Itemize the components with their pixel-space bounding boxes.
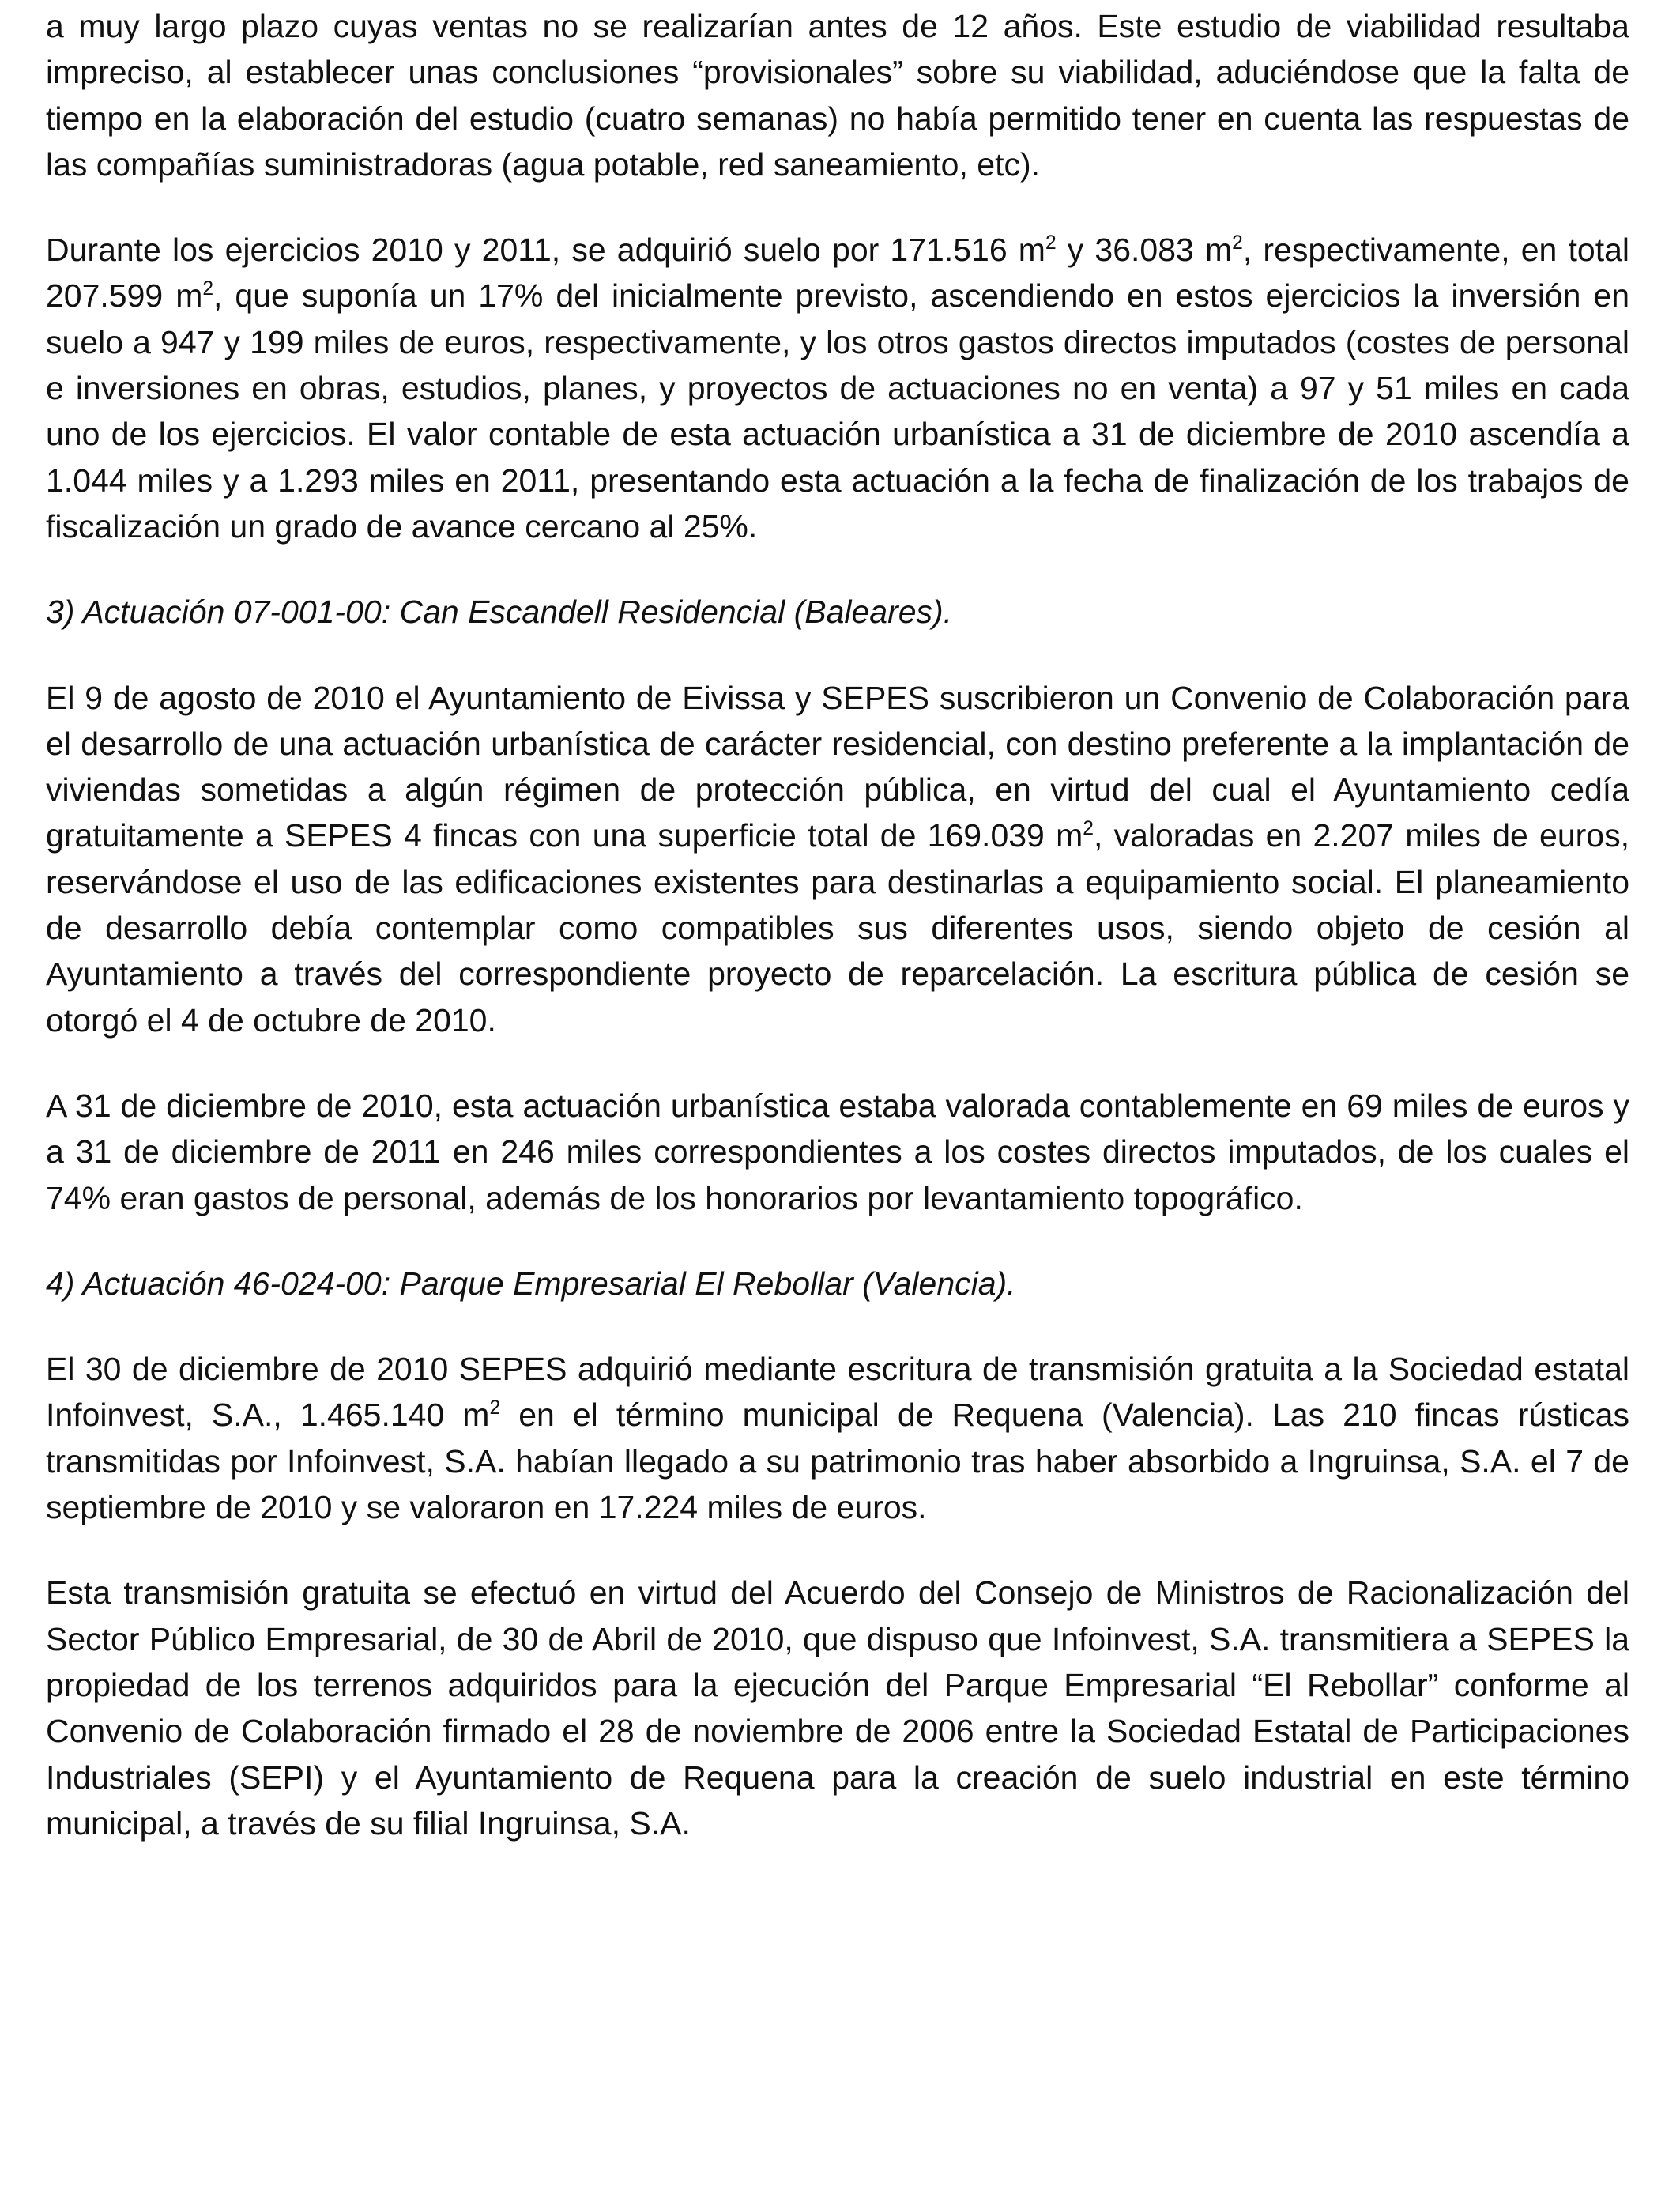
text-span: Durante los ejercicios 2010 y 2011, se adquirió suelo por 171.516 m xyxy=(46,232,1045,269)
superscript-2: 2 xyxy=(202,278,214,300)
text-span: , que suponía un 17% del inicialmente previsto, ascendiendo en estos ejercicios la inversión en suelo a 947 y 199 miles de euros, respectivamente, y los otros gastos directos imputados (costes de personal e inversiones en obras, estudios, planes, y proyectos de actuaciones no en venta) a 97 y 51 miles en cada uno de los ejercicios. El valor contable de esta actuación urbanística a 31 de diciembre de 2010 ascendía a 1.044 miles y a 1.293 miles en 2011, presentando esta actuación a la fecha de finalización de los trabajos de fiscalización un grado de avance cercano al 25%. xyxy=(46,277,1630,545)
text-span: y 36.083 m xyxy=(1056,232,1233,269)
paragraph-council-agreement: Esta transmisión gratuita se efectuó en virtud del Acuerdo del Consejo de Ministros de Racionalización del Sector Público Empresarial, de 30 de Abril de 2010, que dispuso que Infoinvest, S.A. transmitiera a SEPES la propiedad de los terrenos adquiridos para la ejecución del Parque Empresarial “El Rebollar” conforme al Convenio de Colaboración firmado el 28 de noviembre de 2006 entre la Sociedad Estatal de Participaciones Industriales (SEPI) y el Ayuntamiento de Requena para la creación de suelo industrial en este término municipal, a través de su filial Ingruinsa, S.A. xyxy=(46,1574,1629,1842)
section-heading-can-escandell: 3) Actuación 07-001-00: Can Escandell Residencial (Baleares). xyxy=(46,594,953,631)
paragraph-free-transmission xyxy=(46,1346,1629,1530)
superscript-2: 2 xyxy=(489,1397,501,1419)
text-span: , valoradas en 2.207 miles de euros, reservándose el uso de las edificaciones existentes para destinarlas a equipamiento social. El planeamiento de desarrollo debía contemplar como compatibles sus diferentes usos, siendo objeto de cesión al Ayuntamiento a través del correspondiente proyecto de reparcelación. La escritura pública de cesión se otorgó el 4 de octubre de 2010. xyxy=(46,817,1630,1039)
superscript-2: 2 xyxy=(1045,232,1057,254)
section-heading-el-rebollar: 4) Actuación 46-024-00: Parque Empresarial El Rebollar (Valencia). xyxy=(46,1265,1016,1302)
text-span: en el término municipal de Requena (Valencia). Las 210 fincas rústicas transmitidas por Infoinvest, S.A. habían llegado a su patrimonio tras haber absorbido a Ingruinsa, S.A. el 7 de septiembre de 2010 y se valoraron en 17.224 miles de euros. xyxy=(46,1397,1629,1526)
paragraph-viability-study: a muy largo plazo cuyas ventas no se realizarían antes de 12 años. Este estudio de viabilidad resultaba impreciso, al establecer unas conclusiones “provisionales” sobre su viabilidad, aduciéndose que la falta de tiempo en la elaboración del estudio (cuatro semanas) no había permitido tener en cuenta las respuestas de las compañías suministradoras (agua potable, red saneamiento, etc). xyxy=(46,8,1629,183)
paragraph-accounting-value: A 31 de diciembre de 2010, esta actuación urbanística estaba valorada contablemente en 69 miles de euros y a 31 de diciembre de 2011 en 246 miles correspondientes a los costes directos imputados, de los cuales el 74% eran gastos de personal, además de los honorarios por levantamiento topográfico. xyxy=(46,1087,1629,1216)
superscript-2: 2 xyxy=(1083,818,1094,840)
superscript-2: 2 xyxy=(1232,232,1243,254)
text-span: El 30 de diciembre de 2010 SEPES adquirió mediante escritura de transmisión gratuita a la Sociedad estatal Infoinvest, S.A., 1.465.140 m xyxy=(46,1351,1629,1434)
document-page xyxy=(46,3,1629,1886)
paragraph-land-acquisition xyxy=(46,227,1629,549)
paragraph-collaboration-agreement xyxy=(46,675,1629,1043)
text-span: , respectivamente, en total 207.599 m xyxy=(46,232,1630,315)
text-span: El 9 de agosto de 2010 el Ayuntamiento de Eivissa y SEPES suscribieron un Convenio de Colaboración para el desarrollo de una actuación urbanística de carácter residencial, con destino preferente a la implantación de viviendas sometidas a algún régimen de protección pública, en virtud del cual el Ayuntamiento cedía gratuitamente a SEPES 4 fincas con una superficie total de 169.039 m xyxy=(46,679,1629,854)
